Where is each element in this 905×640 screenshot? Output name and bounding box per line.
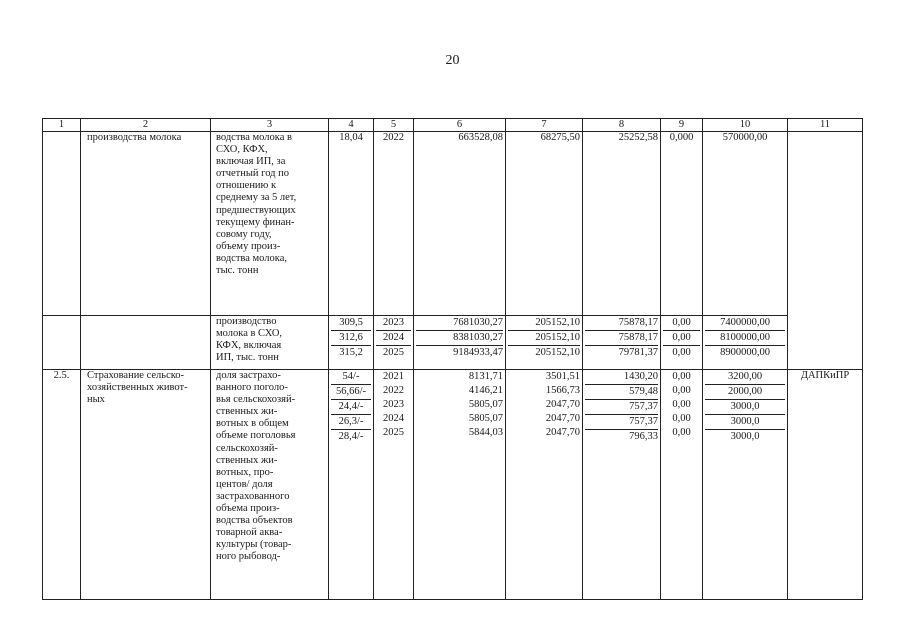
indicator-text: доля застрахо- ванного поголо- вья сельскохозяй- ственных жи- вотных в общем объеме поголовья сельскохозяй- ственных жи- вотных, про- центов/ доля застрахованного объема произ- водства объектов товарной аква- культуры (товар- ного рыбовод- xyxy=(211,370,329,600)
amount-federal: 68275,50 xyxy=(506,132,583,316)
header-cell: 11 xyxy=(788,119,863,132)
amounts-local: 0,00 0,00 0,00 xyxy=(661,316,703,370)
header-cell: 2 xyxy=(81,119,211,132)
amounts-total: 8131,71 4146,21 5805,07 5805,07 5844,03 xyxy=(414,370,506,600)
amount-other: 570000,00 xyxy=(703,132,788,316)
years: 2023 2024 2025 xyxy=(374,316,414,370)
indicator-values: 309,5 312,6 315,2 xyxy=(329,316,374,370)
header-cell: 10 xyxy=(703,119,788,132)
row-number: 2.5. xyxy=(43,370,81,600)
amounts-regional: 75878,17 75878,17 79781,37 xyxy=(583,316,661,370)
measure-name: Страхование сельско- хозяйственных живот- ных xyxy=(81,370,211,600)
header-cell: 9 xyxy=(661,119,703,132)
amounts-other: 7400000,00 8100000,00 8900000,00 xyxy=(703,316,788,370)
header-cell: 6 xyxy=(414,119,506,132)
amounts-total: 7681030,27 8381030,27 9184933,47 xyxy=(414,316,506,370)
executor xyxy=(788,132,863,370)
page-number: 20 xyxy=(445,53,460,68)
header-cell: 3 xyxy=(211,119,329,132)
amount-local: 0,000 xyxy=(661,132,703,316)
indicator-text: производство молока в СХО, КФХ, включая ИП, тыс. тонн xyxy=(211,316,329,370)
amounts-federal: 3501,51 1566,73 2047,70 2047,70 2047,70 xyxy=(506,370,583,600)
years: 2021 2022 2023 2024 2025 xyxy=(374,370,414,600)
amounts-local: 0,00 0,00 0,00 0,00 0,00 xyxy=(661,370,703,600)
measure-name: производства молока xyxy=(81,132,211,316)
table-row xyxy=(43,370,863,600)
indicator-values: 54/- 56,66/- 24,4/- 26,3/- 28,4/- xyxy=(329,370,374,600)
header-cell: 8 xyxy=(583,119,661,132)
header-row xyxy=(43,119,863,132)
header-cell: 4 xyxy=(329,119,374,132)
header-cell: 5 xyxy=(374,119,414,132)
executor: ДАПКиПР xyxy=(788,370,863,600)
amount-regional: 25252,58 xyxy=(583,132,661,316)
table-row xyxy=(43,132,863,316)
amounts-federal: 205152,10 205152,10 205152,10 xyxy=(506,316,583,370)
row-number xyxy=(43,132,81,316)
measure-name xyxy=(81,316,211,370)
header-cell: 1 xyxy=(43,119,81,132)
amounts-other: 3200,00 2000,00 3000,0 3000,0 3000,0 xyxy=(703,370,788,600)
indicator-value: 18,04 xyxy=(329,132,374,316)
header-cell: 7 xyxy=(506,119,583,132)
amount-total: 663528,08 xyxy=(414,132,506,316)
year: 2022 xyxy=(374,132,414,316)
indicator-text: водства молока в СХО, КФХ, включая ИП, за отчетный год по отношению к среднему за 5 лет, предшествующих текущему финан- совому году, объему произ- водства молока, тыс. тонн xyxy=(211,132,329,316)
amounts-regional: 1430,20 579,48 757,37 757,37 796,33 xyxy=(583,370,661,600)
table-row xyxy=(43,316,863,370)
program-table xyxy=(42,118,863,600)
row-number xyxy=(43,316,81,370)
